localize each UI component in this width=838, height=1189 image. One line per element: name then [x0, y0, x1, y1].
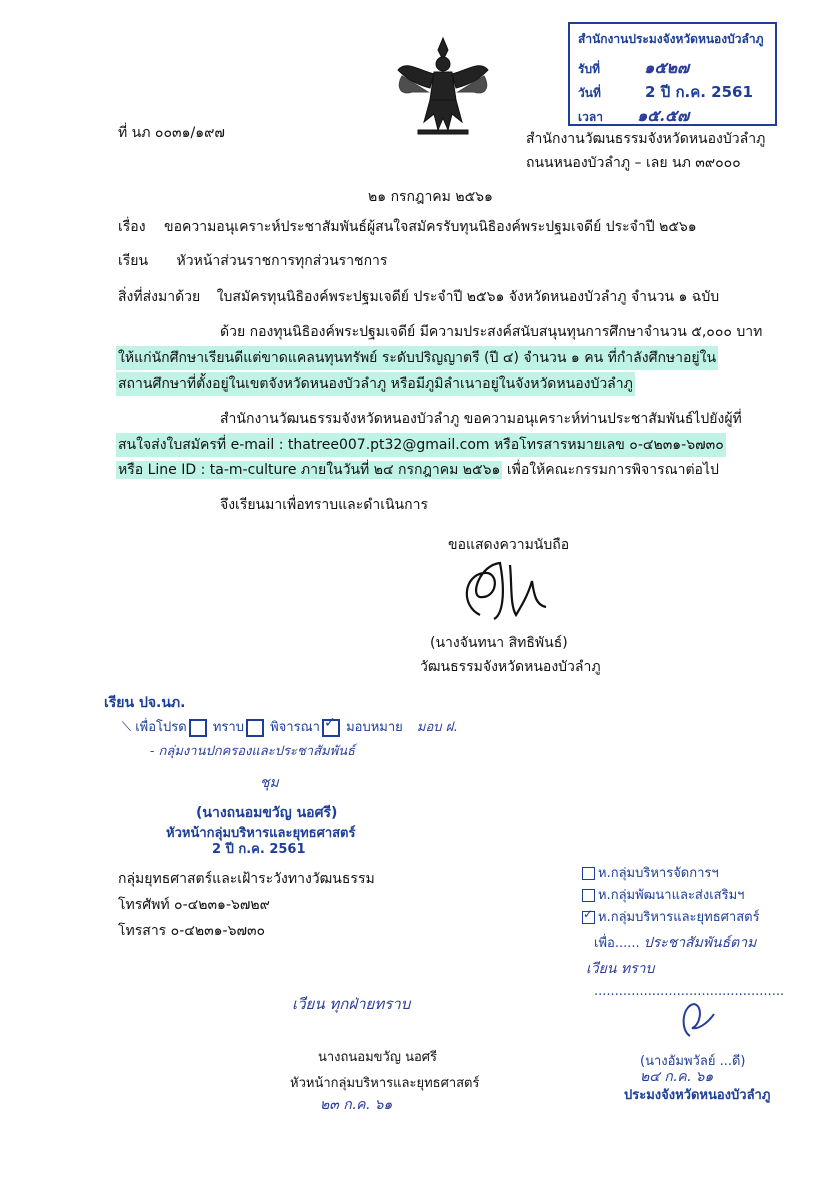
enclosure-label: สิ่งที่ส่งมาด้วย	[118, 289, 201, 305]
closing-request: จึงเรียนมาเพื่อทราบและดำเนินการ	[220, 497, 428, 513]
assign-purpose: เพื่อ...... ประชาสัมพันธ์ตาม	[594, 935, 757, 951]
routing-note2: - กลุ่มงานปกครองและประชาสัมพันธ์	[150, 744, 355, 759]
routing-initial: ชุม	[260, 775, 279, 791]
closing-text: ขอแสดงความนับถือ	[448, 537, 570, 553]
routing-note1: มอบ ฝ.	[416, 720, 458, 735]
routing-checkbox-1	[189, 719, 207, 737]
receipt-time-label: เวลา	[578, 110, 603, 124]
to-text: หัวหน้าส่วนราชการทุกส่วนราชการ	[176, 253, 388, 269]
garuda-emblem	[388, 30, 498, 140]
assign-purpose-handwritten-2: เวียน ทราบ	[586, 961, 655, 977]
enclosure-text: ใบสมัครทุนนิธิองค์พระปฐมเจดีย์ ประจำปี ๒๕๖๑ จังหวัดหนองบัวลำภู จำนวน ๑ ฉบับ	[216, 289, 720, 305]
sender-office: สำนักงานวัฒนธรรมจังหวัดหนองบัวลำภู	[526, 131, 766, 147]
routing-date: 2 ปี ก.ค. 2561	[212, 842, 306, 857]
routing-name: (นางถนอมขวัญ นอศรี)	[196, 805, 338, 821]
receipt-stamp	[568, 22, 777, 126]
para1-line2: ให้แก่นักศึกษาเรียนดีแต่ขาดแคลนทุนทรัพย์ ระดับปริญญาตรี (ปี ๔) จำนวน ๑ คน ที่กำลังศึกษาอยู่ใน	[116, 346, 718, 370]
receipt-time: ๑๕.๕๗	[637, 106, 690, 125]
para1-line3: สถานศึกษาที่ตั้งอยู่ในเขตจังหวัดหนองบัวลำภู หรือมีภูมิลำเนาอยู่ในจังหวัดหนองบัวลำภู	[116, 372, 635, 396]
routing-title: หัวหน้ากลุ่มบริหารและยุทธศาสตร์	[166, 826, 356, 841]
to-label: เรียน	[118, 253, 149, 269]
bottom-name: นางถนอมขวัญ นอศรี	[318, 1050, 437, 1065]
assign-signature	[670, 1000, 720, 1040]
para2-line3-highlight: หรือ Line ID : ta-m-culture ภายในวันที่ ๒๔ กรกฎาคม ๒๕๖๑	[118, 462, 501, 478]
signature	[450, 555, 560, 625]
receipt-no: ๑๕๒๗	[644, 58, 690, 77]
para2-line3-rest: เพื่อให้คณะกรรมการพิจารณาต่อไป	[502, 462, 719, 478]
signer-name: (นางจันทนา สิทธิพันธ์)	[430, 635, 568, 651]
bottom-handwritten: เวียน ทุกฝ่ายทราบ	[292, 995, 411, 1013]
assign-dotted-line: ..............................................	[594, 984, 785, 999]
assign-title: ประมงจังหวัดหนองบัวลำภู	[624, 1088, 771, 1103]
routing-option-3: พิจารณา	[270, 720, 320, 735]
assign-option-2: ห.กลุ่มพัฒนาและส่งเสริมฯ	[582, 884, 744, 905]
dept-name: กลุ่มยุทธศาสตร์และเฝ้าระวังทางวัฒนธรรม	[118, 871, 375, 887]
routing-checkbox-3-checked: ✓	[322, 719, 340, 737]
assign-name: (นางอัมพวัลย์ ...ดี)	[640, 1054, 746, 1069]
sender-address: ถนนหนองบัวลำภู – เลย นภ ๓๙๐๐๐	[526, 155, 741, 171]
assign-purpose-handwritten-1: ประชาสัมพันธ์ตาม	[643, 935, 757, 951]
letter-date: ๒๑ กรกฎาคม ๒๕๖๑	[368, 189, 493, 205]
routing-option-2: ทราบ	[212, 720, 244, 735]
receipt-office: สำนักงานประมงจังหวัดหนองบัวลำภู	[578, 32, 764, 46]
receipt-no-label: รับที่	[578, 62, 600, 76]
dept-phone: โทรศัพท์ ๐-๔๒๓๑-๖๗๒๙	[118, 897, 270, 913]
routing-options: ⟍ เพื่อโปรด ทราบ พิจารณา ✓ มอบหมาย มอบ ฝ.	[122, 714, 458, 735]
para2-line2: สนใจส่งใบสมัครที่ e-mail : thatree007.pt32@gmail.com หรือโทรสารหมายเลข ๐-๔๒๓๑-๖๗๓๐	[116, 433, 726, 457]
subject-text: ขอความอนุเคราะห์ประชาสัมพันธ์ผู้สนใจสมัครรับทุนนิธิองค์พระปฐมเจดีย์ ประจำปี ๒๕๖๑	[164, 219, 697, 235]
assign-handwritten-date: ๒๔ ก.ค. ๖๑	[640, 1069, 714, 1085]
signer-title: วัฒนธรรมจังหวัดหนองบัวลำภู	[420, 659, 601, 675]
assign-option-1: ห.กลุ่มบริหารจัดการฯ	[582, 862, 719, 883]
dept-fax: โทรสาร ๐-๔๒๓๑-๖๗๓๐	[118, 923, 266, 939]
bottom-title: หัวหน้ากลุ่มบริหารและยุทธศาสตร์	[290, 1076, 480, 1091]
routing-option-1: เพื่อโปรด	[135, 720, 187, 735]
bottom-handwritten-date: ๒๓ ก.ค. ๖๑	[320, 1097, 393, 1113]
receipt-date-label: วันที่	[578, 86, 601, 100]
routing-option-4: มอบหมาย	[346, 720, 403, 735]
routing-to: เรียน ปจ.นภ.	[104, 695, 186, 711]
para1-line1: ด้วย กองทุนนิธิองค์พระปฐมเจดีย์ มีความประสงค์สนับสนุนทุนการศึกษาจำนวน ๕,๐๐๐ บาท	[220, 324, 763, 340]
assign-option-3-checked: ✓ ห.กลุ่มบริหารและยุทธศาสตร์	[583, 907, 760, 925]
subject-label: เรื่อง	[118, 219, 146, 235]
para2-line1: สำนักงานวัฒนธรรมจังหวัดหนองบัวลำภู ขอความอนุเคราะห์ท่านประชาสัมพันธ์ไปยังผู้ที่	[220, 411, 742, 427]
routing-checkbox-2	[246, 719, 264, 737]
letter-ref-no: ที่ นภ ๐๐๓๑/๑๙๗	[118, 125, 225, 141]
receipt-date: 2 ปี ก.ค. 2561	[645, 83, 753, 101]
